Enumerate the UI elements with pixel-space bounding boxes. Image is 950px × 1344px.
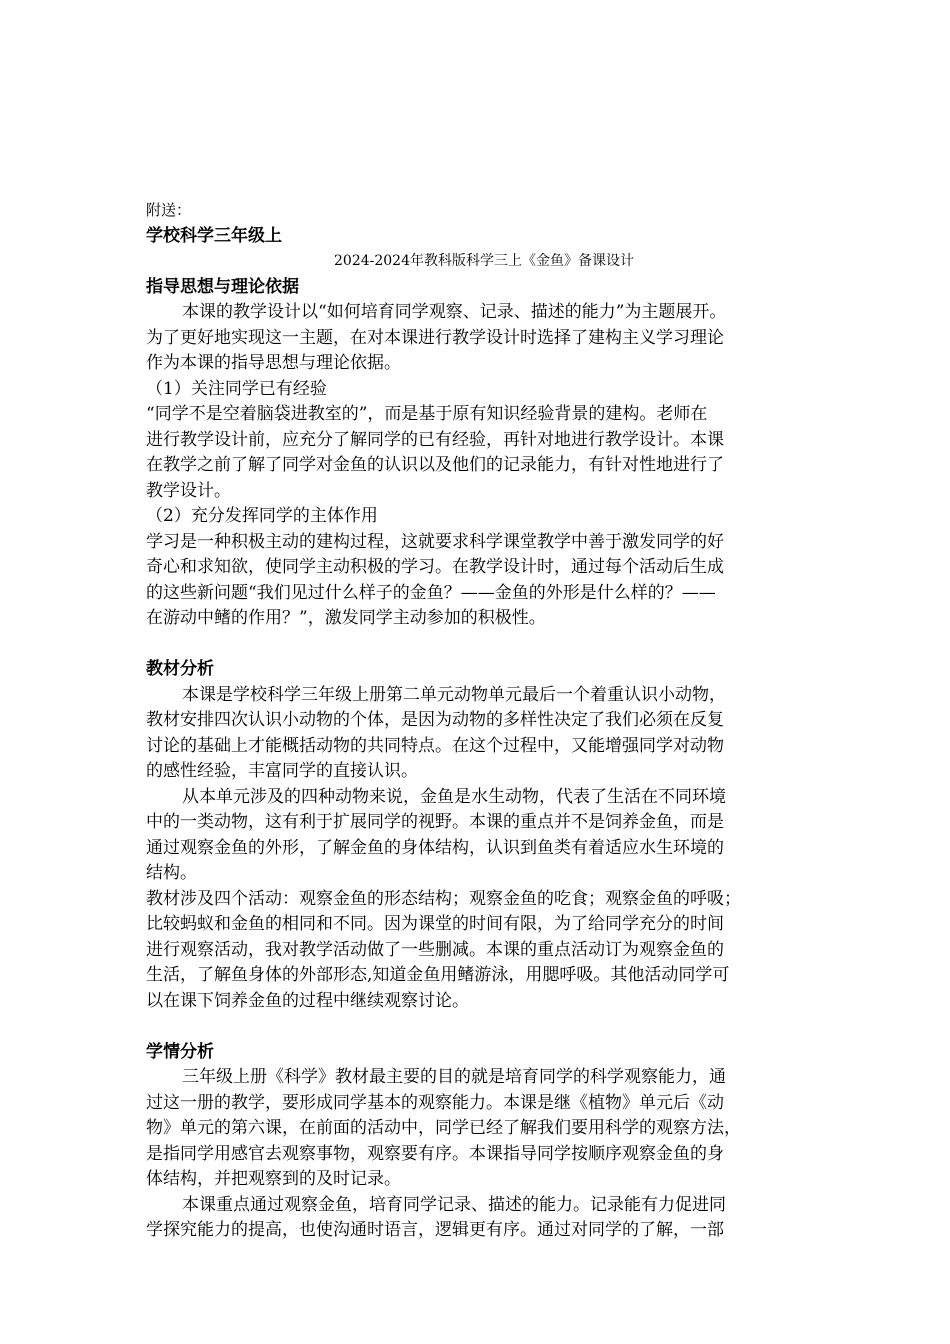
paragraph-line: 学探究能力的提高，也使沟通时语言，逻辑更有序。通过对同学的了解，一部 [146,1220,724,1240]
document-page [146,198,822,1244]
paragraph-line: 在教学之前了解了同学对金鱼的认识以及他们的记录能力，有针对性地进行了 [146,455,724,475]
appended-label: 附送： [146,201,192,219]
paragraph-line: 教学设计。 [146,480,231,501]
paragraph-line: 奇心和求知欲，使同学主动积极的学习。在教学设计时，通过每个活动后生成 [146,557,724,577]
paragraph-line: 中的一类动物，这有利于扩展同学的视野。本课的重点并不是饲养金鱼，而是 [146,812,724,832]
paragraph-line: 学习是一种积极主动的建构过程，这就要求科学课堂教学中善于激发同学的好 [146,531,724,552]
paragraph-line: 本课重点通过观察金鱼，培育同学记录、描述的能力。记录能有力促进同 [182,1194,726,1215]
paragraph-line: 从本单元涉及的四种动物来说，金鱼是水生动物，代表了生活在不同环境 [182,786,726,807]
section-heading: 教材分析 [146,659,214,679]
paragraph-line: 结构。 [146,863,197,883]
paragraph-line: （1）关注同学已有经验 [146,378,327,399]
header-title: 学校科学三年级上 [146,225,282,246]
document-title: 2024-2024年教科版科学三上《金鱼》备课设计 [334,253,634,269]
paragraph-line: 本课的教学设计以“如何培育同学观察、记录、描述的能力”为主题展开。 [182,302,727,322]
paragraph-line: 进行教学设计前，应充分了解同学的已有经验，再针对地进行教学设计。本课 [146,429,724,450]
document-body [146,275,822,1244]
paragraph-line: 过这一册的教学，要形成同学基本的观察能力。本课是继《植物》单元后《动 [146,1092,724,1113]
paragraph-line: 比较蚂蚁和金鱼的相同和不同。因为课堂的时间有限，为了给同学充分的时间 [146,914,724,934]
paragraph-line: 教材涉及四个活动：观察金鱼的形态结构；观察金鱼的吃食；观察金鱼的呼吸； [146,888,741,909]
paragraph-line: 讨论的基础上才能概括动物的共同特点。在这个过程中，又能增强同学对动物 [146,735,724,756]
paragraph-line: 通过观察金鱼的外形，了解金鱼的身体结构，认识到鱼类有着适应水生环境的 [146,837,724,858]
paragraph-line: 物》单元的第六课，在前面的活动中，同学已经了解我们要用科学的观察方法， [146,1118,741,1138]
paragraph-line: （2）充分发挥同学的主体作用 [146,506,378,526]
paragraph-line: 在游动中鳍的作用？”，激发同学主动参加的积极性。 [146,608,546,628]
paragraph-line: 进行观察活动，我对教学活动做了一些删减。本课的重点活动订为观察金鱼的 [146,939,724,960]
paragraph-line: 三年级上册《科学》教材最主要的目的就是培育同学的科学观察能力，通 [182,1067,726,1087]
paragraph-line: 的感性经验，丰富同学的直接认识。 [146,761,418,781]
section-heading: 指导思想与理论依据 [146,276,299,297]
paragraph-line: 体结构，并把观察到的及时记录。 [146,1169,401,1189]
paragraph-line: 以在课下饲养金鱼的过程中继续观察讨论。 [146,990,469,1011]
paragraph-line: 生活，了解鱼身体的外部形态,知道金鱼用鳍游泳，用腮呼吸。其他活动同学可 [146,965,730,985]
paragraph-line: “同学不是空着脑袋进教室的”，而是基于原有知识经验背景的建构。老师在 [146,404,708,424]
section-spacer [146,1014,822,1040]
paragraph-line: 作为本课的指导思想与理论依据。 [146,353,401,373]
paragraph-line: 为了更好地实现这一主题，在对本课进行教学设计时选择了建构主义学习理论 [146,327,724,348]
paragraph-line: 本课是学校科学三年级上册第二单元动物单元最后一个着重认识小动物， [182,684,726,705]
paragraph-line: 教材安排四次认识小动物的个体，是因为动物的多样性决定了我们必须在反复 [146,710,724,730]
section-spacer [146,632,822,658]
section-heading: 学情分析 [146,1041,214,1062]
paragraph-line: 是指同学用感官去观察事物，观察要有序。本课指导同学按顺序观察金鱼的身 [146,1143,724,1164]
paragraph-line: 的这些新问题“我们见过什么样子的金鱼？——金鱼的外形是什么样的？—— [146,582,716,603]
